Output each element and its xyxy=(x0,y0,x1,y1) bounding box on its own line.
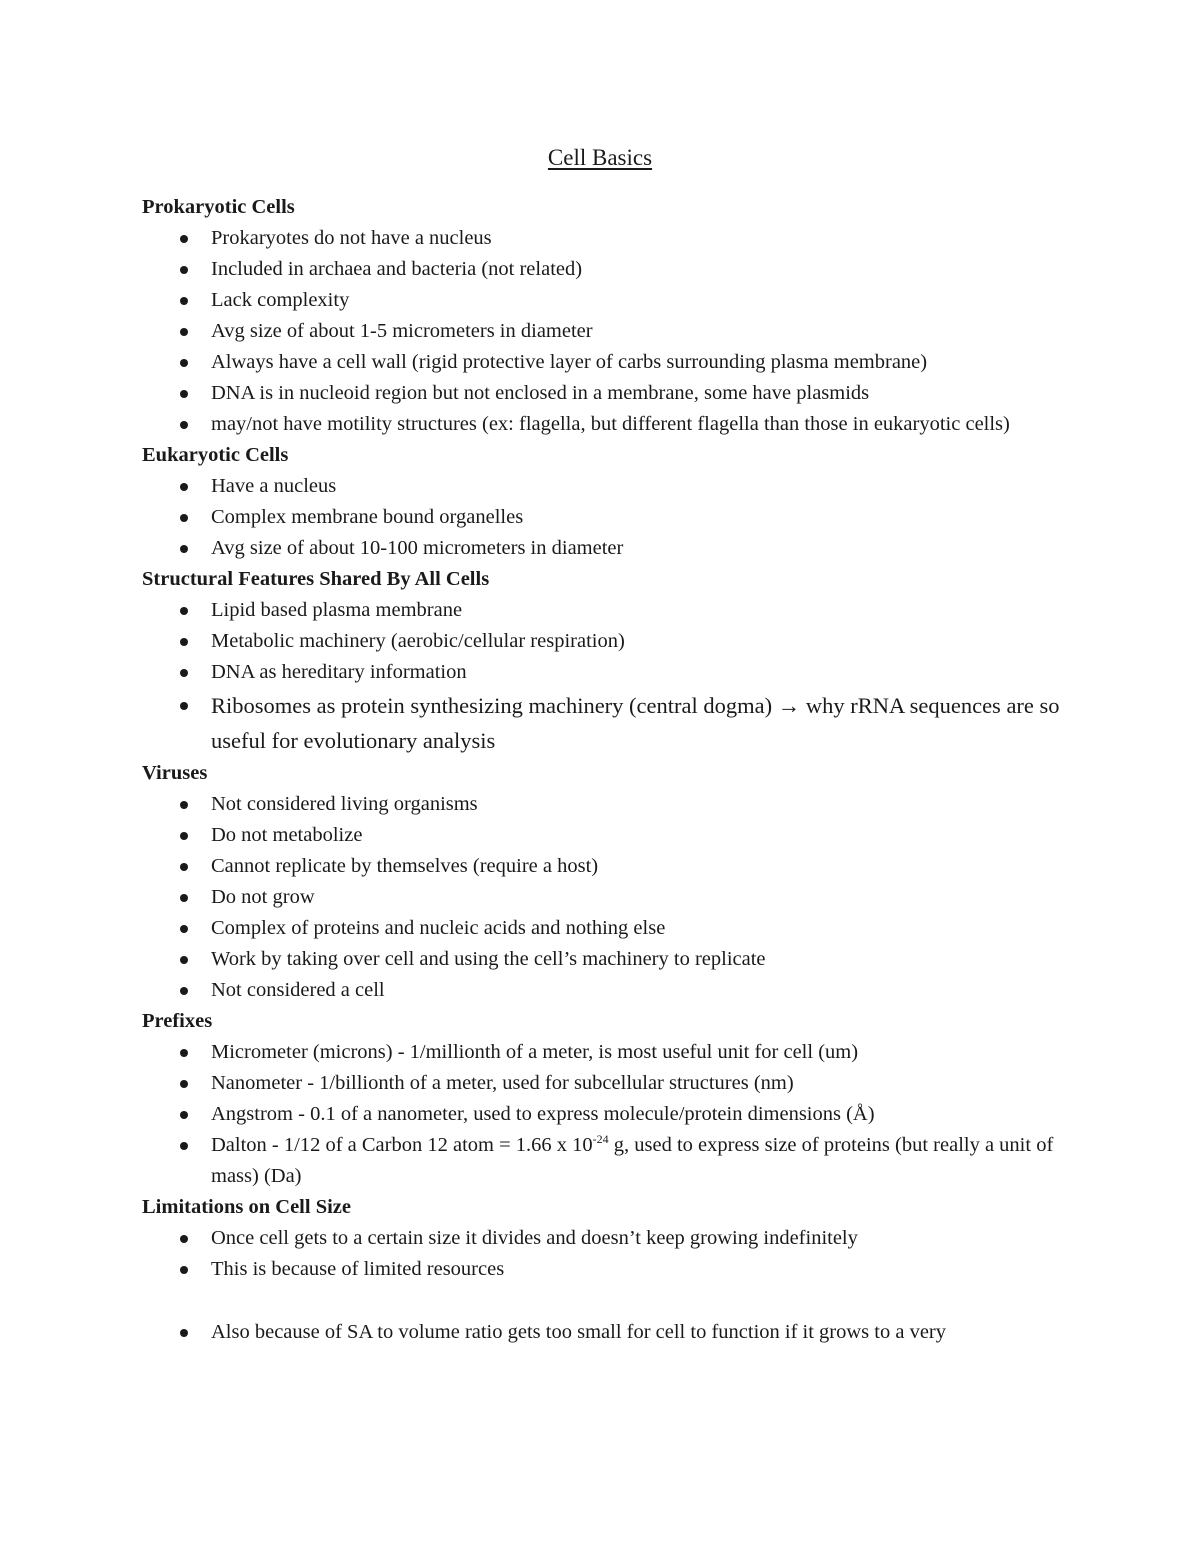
prokaryotic-list xyxy=(142,223,1062,440)
section-heading-prefixes: Prefixes xyxy=(142,1010,213,1032)
prefixes-list xyxy=(142,1037,1062,1192)
page-title-text: Cell Basics xyxy=(547,145,653,170)
list-item: Not considered living organisms xyxy=(142,789,1062,820)
list-item: Angstrom - 0.1 of a nanometer, used to express molecule/protein dimensions (Å) xyxy=(142,1099,1062,1130)
list-item: Ribosomes as protein synthesizing machinery (central dogma) → why rRNA sequences are so useful for evolutionary analysis xyxy=(142,688,1062,758)
list-item: Prokaryotes do not have a nucleus xyxy=(142,223,1062,254)
list-item: Avg size of about 10-100 micrometers in diameter xyxy=(142,533,1062,564)
dalton-text-after: g, used to express size of proteins (but really a unit of mass) (Da) xyxy=(211,1134,1054,1187)
section-heading-shared-features: Structural Features Shared By All Cells xyxy=(142,568,490,590)
list-item: Do not grow xyxy=(142,882,1062,913)
limitations-list xyxy=(142,1223,1062,1348)
list-item: Metabolic machinery (aerobic/cellular respiration) xyxy=(142,626,1062,657)
shared-features-list xyxy=(142,595,1062,758)
list-item: Once cell gets to a certain size it divides and doesn’t keep growing indefinitely xyxy=(142,1223,1062,1254)
document-body xyxy=(142,192,1062,1348)
list-item-dalton xyxy=(142,1130,1062,1192)
section-heading-limitations: Limitations on Cell Size xyxy=(142,1196,351,1218)
list-item: Have a nucleus xyxy=(142,471,1062,502)
list-item: Work by taking over cell and using the cell’s machinery to replicate xyxy=(142,944,1062,975)
dalton-exponent: -24 xyxy=(592,1132,609,1147)
list-item: may/not have motility structures (ex: flagella, but different flagella than those in eukaryotic cells) xyxy=(142,409,1062,440)
list-item: DNA as hereditary information xyxy=(142,657,1062,688)
eukaryotic-list xyxy=(142,471,1062,564)
list-item: Avg size of about 1-5 micrometers in diameter xyxy=(142,316,1062,347)
list-item: Do not metabolize xyxy=(142,820,1062,851)
list-item: Lack complexity xyxy=(142,285,1062,316)
section-heading-prokaryotic: Prokaryotic Cells xyxy=(142,196,295,218)
page-title xyxy=(0,142,1200,174)
list-item: Also because of SA to volume ratio gets too small for cell to function if it grows to a very xyxy=(142,1317,1062,1348)
list-item: Lipid based plasma membrane xyxy=(142,595,1062,626)
section-heading-eukaryotic: Eukaryotic Cells xyxy=(142,444,289,466)
list-item: Complex membrane bound organelles xyxy=(142,502,1062,533)
dalton-text-before: Dalton - 1/12 of a Carbon 12 atom = 1.66 x 10 xyxy=(211,1134,593,1156)
list-item: Always have a cell wall (rigid protective layer of carbs surrounding plasma membrane) xyxy=(142,347,1062,378)
list-item: Cannot replicate by themselves (require a host) xyxy=(142,851,1062,882)
list-item: This is because of limited resources xyxy=(142,1254,1062,1285)
list-item: Nanometer - 1/billionth of a meter, used for subcellular structures (nm) xyxy=(142,1068,1062,1099)
section-heading-viruses: Viruses xyxy=(142,762,208,784)
list-item: Complex of proteins and nucleic acids and nothing else xyxy=(142,913,1062,944)
list-item: Not considered a cell xyxy=(142,975,1062,1006)
list-item: Micrometer (microns) - 1/millionth of a meter, is most useful unit for cell (um) xyxy=(142,1037,1062,1068)
list-item: DNA is in nucleoid region but not enclosed in a membrane, some have plasmids xyxy=(142,378,1062,409)
list-item: Included in archaea and bacteria (not related) xyxy=(142,254,1062,285)
viruses-list xyxy=(142,789,1062,1006)
